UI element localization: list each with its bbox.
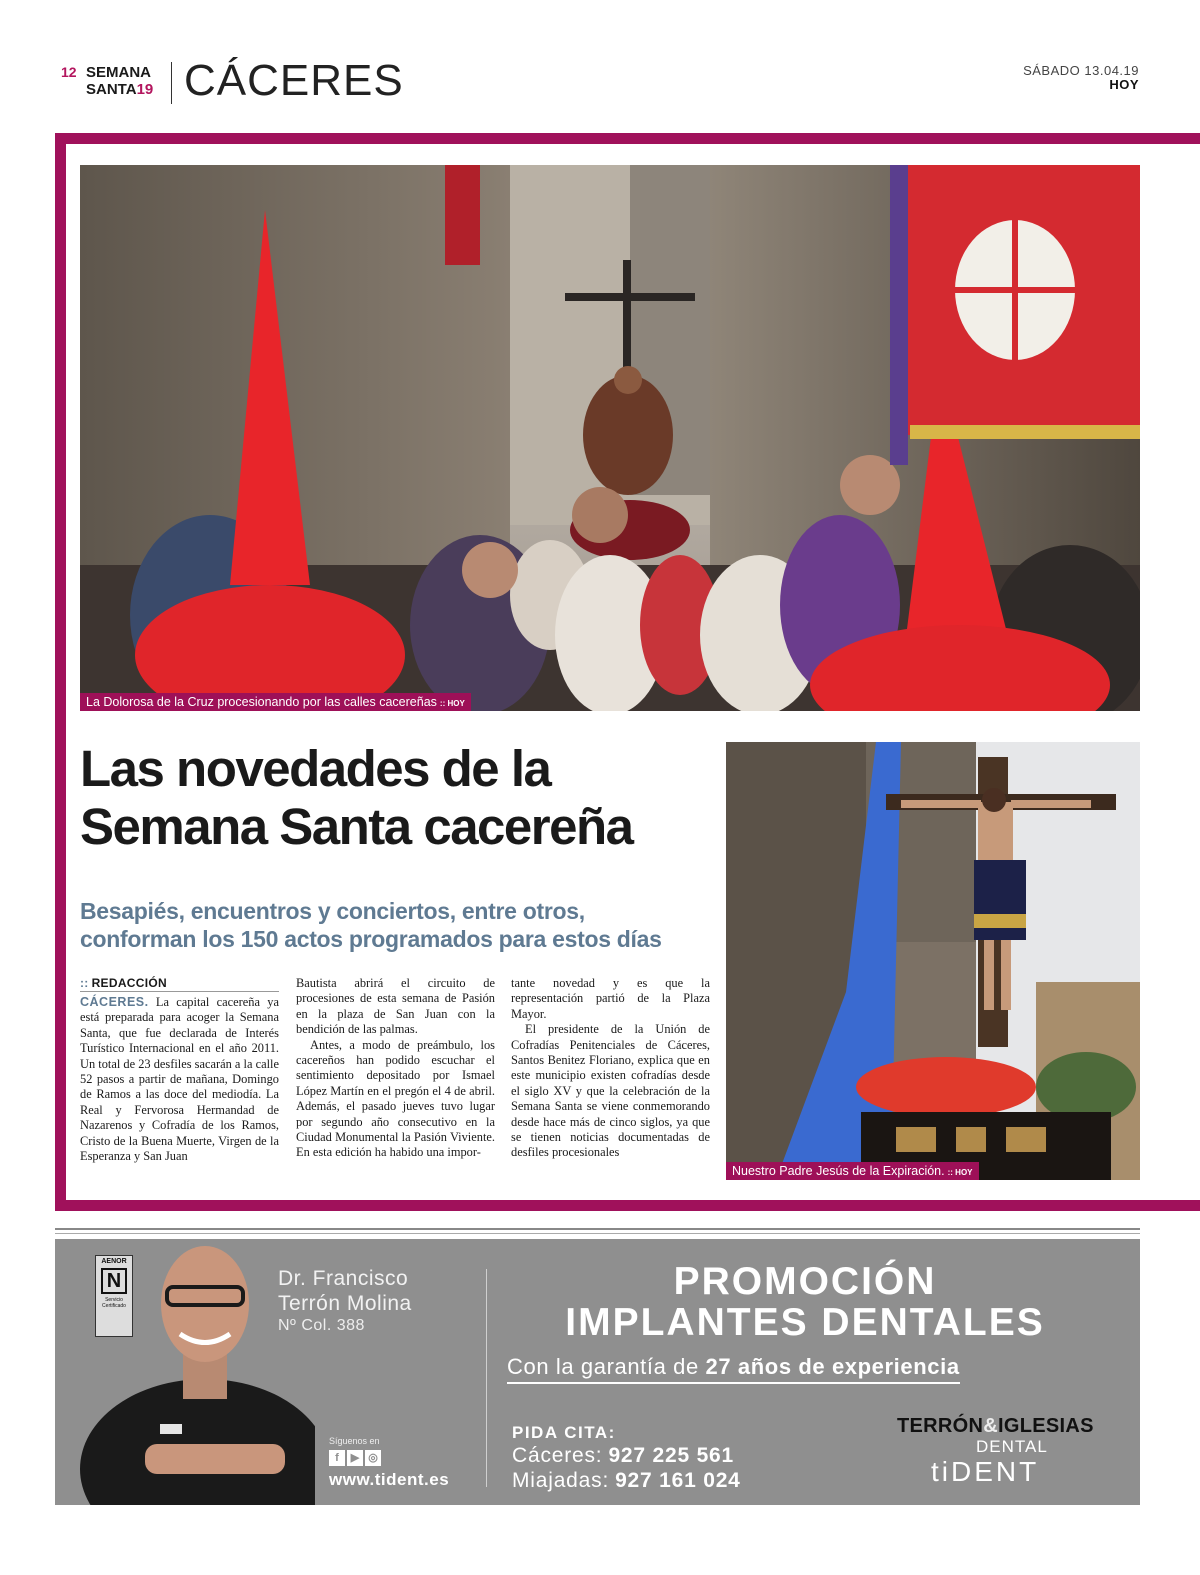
body-column-3 — [511, 976, 710, 1161]
aenor-certificate-badge: AENOR N Servicio Certificado — [95, 1255, 133, 1337]
dental-advertisement — [55, 1239, 1140, 1505]
ad-guarantee: Con la garantía de 27 años de experiencia — [507, 1354, 960, 1384]
social-icons — [329, 1448, 383, 1466]
brand-year: 19 — [136, 81, 154, 98]
ad-website-link[interactable]: www.tident.es — [329, 1470, 450, 1489]
doctor-info: Dr. Francisco Terrón Molina Nº Col. 388 — [278, 1267, 412, 1334]
page-number: 12 — [61, 64, 77, 80]
main-photo-caption: La Dolorosa de la Cruz procesionando por las calles cacereñas :: HOY — [80, 693, 471, 711]
photo-credit: :: HOY — [439, 699, 465, 708]
clinic-brand-dental: DENTAL — [976, 1437, 1048, 1456]
ad-divider — [55, 1233, 1140, 1234]
date-text: SÁBADO 13.04.19 — [1023, 63, 1139, 78]
ad-divider-vertical — [486, 1269, 487, 1487]
dateline: CÁCERES. — [80, 995, 149, 1009]
issue-date — [1023, 64, 1139, 92]
main-photo — [80, 165, 1140, 711]
tident-logo: tiDENT — [931, 1456, 1040, 1487]
follow-label: Síguenos en — [329, 1436, 380, 1446]
article-headline: Las novedades de la Semana Santa cacereña — [80, 740, 633, 855]
instagram-icon[interactable]: ◎ — [365, 1450, 381, 1466]
ad-title: PROMOCIÓN IMPLANTES DENTALES — [565, 1260, 1045, 1344]
section-title: CÁCERES — [184, 56, 404, 105]
body-paragraph: Antes, a modo de preámbulo, los cacereños han podido escuchar el sentimiento depositado por Ismael López Martín en el pregón el 4 de abril. Además, el pasado jueves tuvo lugar por segundo año consecutivo en la Ciudad Monumental la Pasión Viviente. En esta edición ha habido una impor- — [296, 1037, 495, 1160]
appointment-label: PIDA CITA: — [512, 1423, 616, 1442]
crucifix-image — [726, 742, 1140, 1180]
procession-image — [80, 165, 1140, 711]
phone-caceres[interactable]: Cáceres: 927 225 561 — [512, 1444, 735, 1467]
photo-credit: :: HOY — [947, 1168, 973, 1177]
side-photo — [726, 742, 1140, 1180]
article-subhead: Besapiés, encuentros y conciertos, entre otros, conforman los 150 actos programados para estos días — [80, 898, 662, 952]
body-paragraph: CÁCERES. La capital cacereña ya está preparada para acoger la Semana Santa, que fue declarada de Interés Turístico Internacional en el año 2011. Un total de 23 desfiles sacarán a la calle 52 pasos a partir de mañana, Domingo de Ramos a las doce del mediodía. La Real y Fervorosa Hermandad de Nazarenos y Cofradía de los Ramos, Cristo de la Buena Muerte, Virgen de la Esperanza y San Juan — [80, 995, 279, 1164]
ad-divider — [55, 1228, 1140, 1230]
clinic-brand-name: TERRÓN&IGLESIAS — [897, 1415, 1094, 1437]
publication-name: HOY — [1109, 77, 1139, 92]
phone-miajadas[interactable]: Miajadas: 927 161 024 — [512, 1469, 741, 1492]
body-paragraph: El presidente de la Unión de Cofradías Penitenciales de Cáceres, Santos Benitez Floriano, explica que en este municipio existen cofradías desde el siglo XV y que la celebración de la Semana Santa se viene conmemorando desde hace más de cinco siglos, ya que se tienen noticias documentadas de desfiles procesionales — [511, 1022, 710, 1160]
facebook-icon[interactable]: f — [329, 1450, 345, 1466]
youtube-icon[interactable]: ▶ — [347, 1450, 363, 1466]
body-column-1 — [80, 976, 279, 1164]
aenor-logo-icon: N — [101, 1268, 127, 1294]
body-paragraph: Bautista abrirá el circuito de procesiones de esta semana de Pasión en la plaza de San Juan con la bendición de las palmas. — [296, 976, 495, 1037]
byline: :: REDACCIÓN — [80, 976, 279, 992]
body-paragraph: tante novedad y es que la representación partió de la Plaza Mayor. — [511, 976, 710, 1021]
section-brand — [86, 64, 153, 98]
body-column-2 — [296, 976, 495, 1161]
brand-line2: SANTA19 — [86, 81, 154, 98]
side-photo-caption: Nuestro Padre Jesús de la Expiración. :: HOY — [726, 1162, 979, 1180]
brand-line1: SEMANA — [86, 64, 152, 81]
header-divider — [171, 62, 172, 104]
